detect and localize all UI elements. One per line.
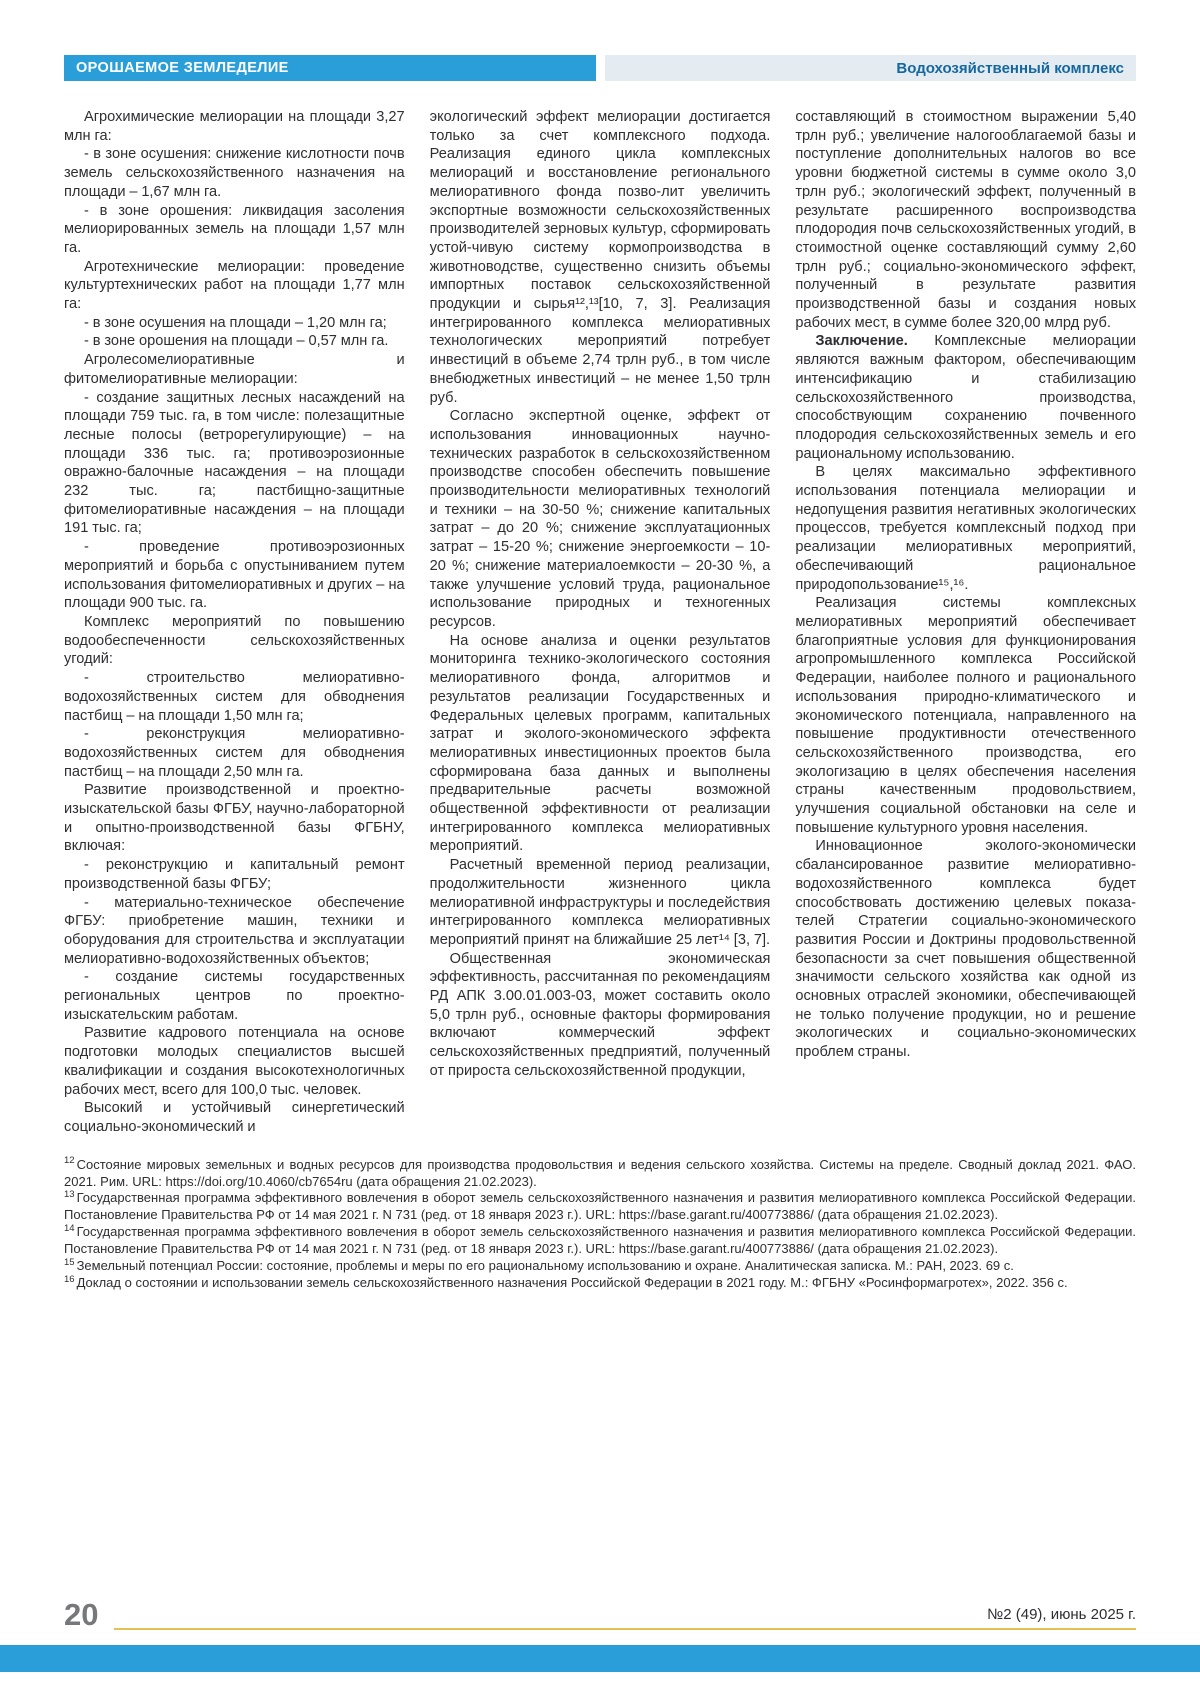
article-body: [64, 108, 1136, 1292]
section-title-right: Водохозяйственный комплекс: [896, 59, 1124, 77]
paragraph: - реконструкцию и капитальный ремонт производственной базы ФГБУ;: [64, 857, 405, 892]
paragraph: составляющий в стоимостном выражении 5,40 трлн руб.; увеличение налогооблагаемой базы и поступление дополнительных налогов во все уровни бюджетной системы в сумме около 3,0 трлн руб.; экологический эффект, полученный в результате расширенного воспроизводства плодородия почв сельскохозяйственных угодий, в стоимостной оценке составляющий сумму 2,60 трлн руб.; социально-экономического эффект, полученный в результате развития производственной базы и создания новых рабочих мест, в сумме более 320,00 млрд руб.: [795, 109, 1137, 331]
paragraph: Комплекс мероприятий по повышению водообеспеченности сельскохозяйственных угодий:: [64, 613, 405, 668]
paragraph: Агрохимические мелиорации на площади 3,27 млн га:: [64, 109, 405, 144]
section-banner-left: [64, 55, 596, 81]
paragraph: Развитие производственной и проектно-изыскательской базы ФГБУ, научно-лабораторной и опытно-производственной базы ФГБНУ, включая:: [64, 782, 405, 855]
bottom-accent-bar: [0, 1645, 1200, 1672]
paragraph: Высокий и устойчивый синергетический социально-экономический и: [64, 1100, 405, 1135]
paragraph: - создание защитных лесных насаждений на площади 759 тыс. га, в том числе: полезащитные лесные полосы (ветрорегулирующие) – на площади 336 тыс. га; противоэрозионные овражно-балочные насаждения – на площади 232 тыс. га; пастбищно-защитные фитомелиоративные насаждения – на площади 191 тыс. га;: [64, 389, 405, 537]
footnote: $^{12}$ Состояние мировых земельных и водных ресурсов для производства продовольствия и ведения сельского хозяйства. Системы на пределе. Сводный доклад 2021. ФАО. 2021. Рим. URL: https://doi.org/10.4060/cb7654ru (дата обращения 21.02.2023).: [64, 1155, 1136, 1189]
paragraph: Заключение. Комплексные мелиорации являются важным фактором, обеспечивающим интенсификацию и стабилизацию сельскохозяйственного производства, способствующим сохранению почвенного плодородия сельскохозяйственных земель и его рациональному использованию.: [795, 333, 1137, 462]
paragraph: - проведение противоэрозионных мероприятий и борьба с опустыниванием путем использования фитомелиоративных и других – на площади 900 тыс. га.: [64, 539, 405, 612]
paragraph: Общественная экономическая эффективность, рассчитанная по рекомендациям РД АПК 3.00.01.003-03, может составить около 5,0 трлн руб., основные факторы формирования включают коммерческий эффект сельскохозяйственных предприятий, полученный от прироста сельскохозяйственной продукции,: [429, 950, 771, 1079]
paragraph: Инновационное эколого-экономически сбалансированное развитие мелиоративно-водохозяйственного комплекса будет способствовать достижению целевых показа-телей Стратегии социально-экономического развития России и Доктрины продовольственной безопасности за счет повышения общественной значимости сельского хозяйства как одной из основных отраслей экономики, обеспечивающей не только получение продукции, но и решение экологических и социально-экономических проблем страны.: [795, 838, 1137, 1061]
paragraph: - материально-техническое обеспечение ФГБУ: приобретение машин, техники и оборудования для строительства и эксплуатации мелиоративно-водохозяйственных объектов;: [64, 894, 405, 967]
paragraph: Агролесомелиоративные и фитомелиоративные мелиорации:: [64, 352, 405, 387]
footnotes: [64, 1157, 1136, 1292]
section-banner-right: [605, 55, 1137, 81]
paragraph: На основе анализа и оценки результатов мониторинга технико-экологического состояния мелиоративного фонда, алгоритмов и результатов реализации Государственных и Федеральных целевых программ, капитальных затрат и эколого-экономического эффекта мелиоративных инвестиционных проектов была сформирована база данных и выполнены предварительные расчеты возможной общественной эффективности от реализации интегрированного комплекса мелиоративных мероприятий.: [429, 632, 771, 855]
footnote: $^{16}$ Доклад о состоянии и использовании земель сельскохозяйственного назначения Российской Федерации в 2021 году. М.: ФГБНУ «Росинформагротех», 2022. 356 с.: [64, 1273, 1068, 1291]
text-column-2: [430, 108, 771, 1137]
paragraph: В целях максимально эффективного использования потенциала мелиорации и недопущения развития негативных экологических процессов, требуется комплексный подход при реализации мелиоративных мероприятий, обеспечивающий рациональное природопользование¹⁵,¹⁶.: [795, 464, 1137, 593]
page-header: [64, 55, 1136, 81]
footnote: $^{15}$ Земельный потенциал России: состояние, проблемы и меры по его рациональному использованию и охране. Аналитическая записка. М.: РАН, 2023. 69 с.: [64, 1256, 1014, 1274]
paragraph: - в зоне орошения на площади – 0,57 млн га.: [84, 333, 389, 350]
paragraph: экологический эффект мелиорации достигается только за счет комплексного подхода. Реализация единого цикла комплексных мелиораций и восстановление регионального мелиоративного фонда позво-лит увеличить экспортные возможности сельскохозяйственных производителей зерновых культур, сформировать устой-чивую систему кормопроизводства в животноводстве, существенно снизить объемы импортных поставок сельскохозяйственной продукции и сырья¹²,¹³[10, 7, 3]. Реализация интегрированного комплекса мелиоративных технологических мероприятий потребует инвестиций в объеме 2,74 трлн руб., в том числе внебюджетных инвестиций – не менее 1,50 трлн руб.: [429, 109, 771, 406]
page-number: 20: [64, 1597, 99, 1632]
text-column-3: [795, 108, 1136, 1137]
paragraph: Агротехнические мелиорации: проведение культуртехнических работ на площади 1,77 млн га:: [64, 258, 405, 313]
paragraph: Развитие кадрового потенциала на основе подготовки молодых специалистов высшей квалификации и создания высокотехнологичных рабочих мест, всего для 100,0 тыс. человек.: [64, 1025, 405, 1098]
section-title-left: ОРОШАЕМОЕ ЗЕМЛЕДЕЛИЕ: [76, 60, 289, 76]
text-column-1: [64, 108, 405, 1137]
footnote-marker: 12: [64, 1155, 75, 1167]
footnote: $^{14}$ Государственная программа эффективного вовлечения в оборот земель сельскохозяйственного назначения и развития мелиоративного комплекса Российской Федерации. Постановление Правительства РФ от 14 мая 2021 г. N 731 (ред. от 18 января 2023 г.). URL: https://base.garant.ru/400773886/ (дата обращения 21.02.2023).: [64, 1222, 1136, 1257]
paragraph: Согласно экспертной оценке, эффект от использования инновационных научно-технических разработок в сельскохозяйственном производстве способен обеспечить повышение производительности мелиоративных технологий и техники – на 30-50 %; снижение капитальных затрат – до 20 %; снижение эксплуатационных затрат – 15-20 %; снижение энергоемкости – 10-20 %; снижение материалоемкости – 20-30 %, а также улучшение условий труда, рациональное использование природных и техногенных ресурсов.: [429, 408, 771, 630]
issue-info: №2 (49), июнь 2025 г.: [987, 1606, 1136, 1623]
footer-rule: [114, 1606, 1136, 1630]
paragraph: - в зоне осушения на площади – 1,20 млн га;: [84, 314, 387, 331]
paragraph: - строительство мелиоративно-водохозяйственных систем для обводнения пастбищ – на площади 1,50 млн га;: [64, 670, 405, 724]
text-columns: [64, 108, 1136, 1137]
footnote-marker: 14: [64, 1222, 75, 1234]
footnote: $^{13}$ Государственная программа эффективного вовлечения в оборот земель сельскохозяйственного назначения и развития мелиоративного комплекса Российской Федерации. Постановление Правительства РФ от 14 мая 2021 г. N 731 (ред. от 18 января 2023 г.). URL: https://base.garant.ru/400773886/ (дата обращения 21.02.2023).: [64, 1189, 1136, 1223]
paragraph: - в зоне осушения: снижение кислотности почв земель сельскохозяйственного назначения на площади – 1,67 млн га.: [64, 146, 405, 200]
footnote-marker: 13: [64, 1189, 75, 1201]
footnote-marker: 16: [64, 1273, 75, 1285]
paragraph: - реконструкция мелиоративно-водохозяйственных систем для обводнения пастбищ – на площади 2,50 млн га.: [64, 726, 405, 780]
page-footer: [64, 1588, 1136, 1630]
footnote-marker: 15: [64, 1256, 75, 1268]
paragraph: Реализация системы комплексных мелиоративных мероприятий обеспечивает благоприятные условия для функционирования агропромышленного комплекса Российской Федерации, наиболее полного и рационального использования природно-климатического и экономического потенциала, направленного на повышение продуктивности отечественного сельскохозяйственного производства, его экологизацию в целях обеспечения населения страны качественным продовольствием, улучшения социальной обстановки на селе и повышение культурного уровня населения.: [795, 595, 1137, 836]
paragraph-lead: Заключение.: [815, 333, 908, 350]
paragraph: - в зоне орошения: ликвидация засоления мелиорированных земель на площади 1,57 млн га.: [64, 202, 405, 256]
paragraph: Расчетный временной период реализации, продолжительности жизненного цикла мелиоративной инфраструктуры и последействия интегрированного комплекса мелиоративных мероприятий принят на ближайшие 25 лет¹⁴ [3, 7].: [429, 857, 771, 948]
paragraph: - создание системы государственных региональных центров по проектно-изыскательским работам.: [64, 969, 405, 1023]
